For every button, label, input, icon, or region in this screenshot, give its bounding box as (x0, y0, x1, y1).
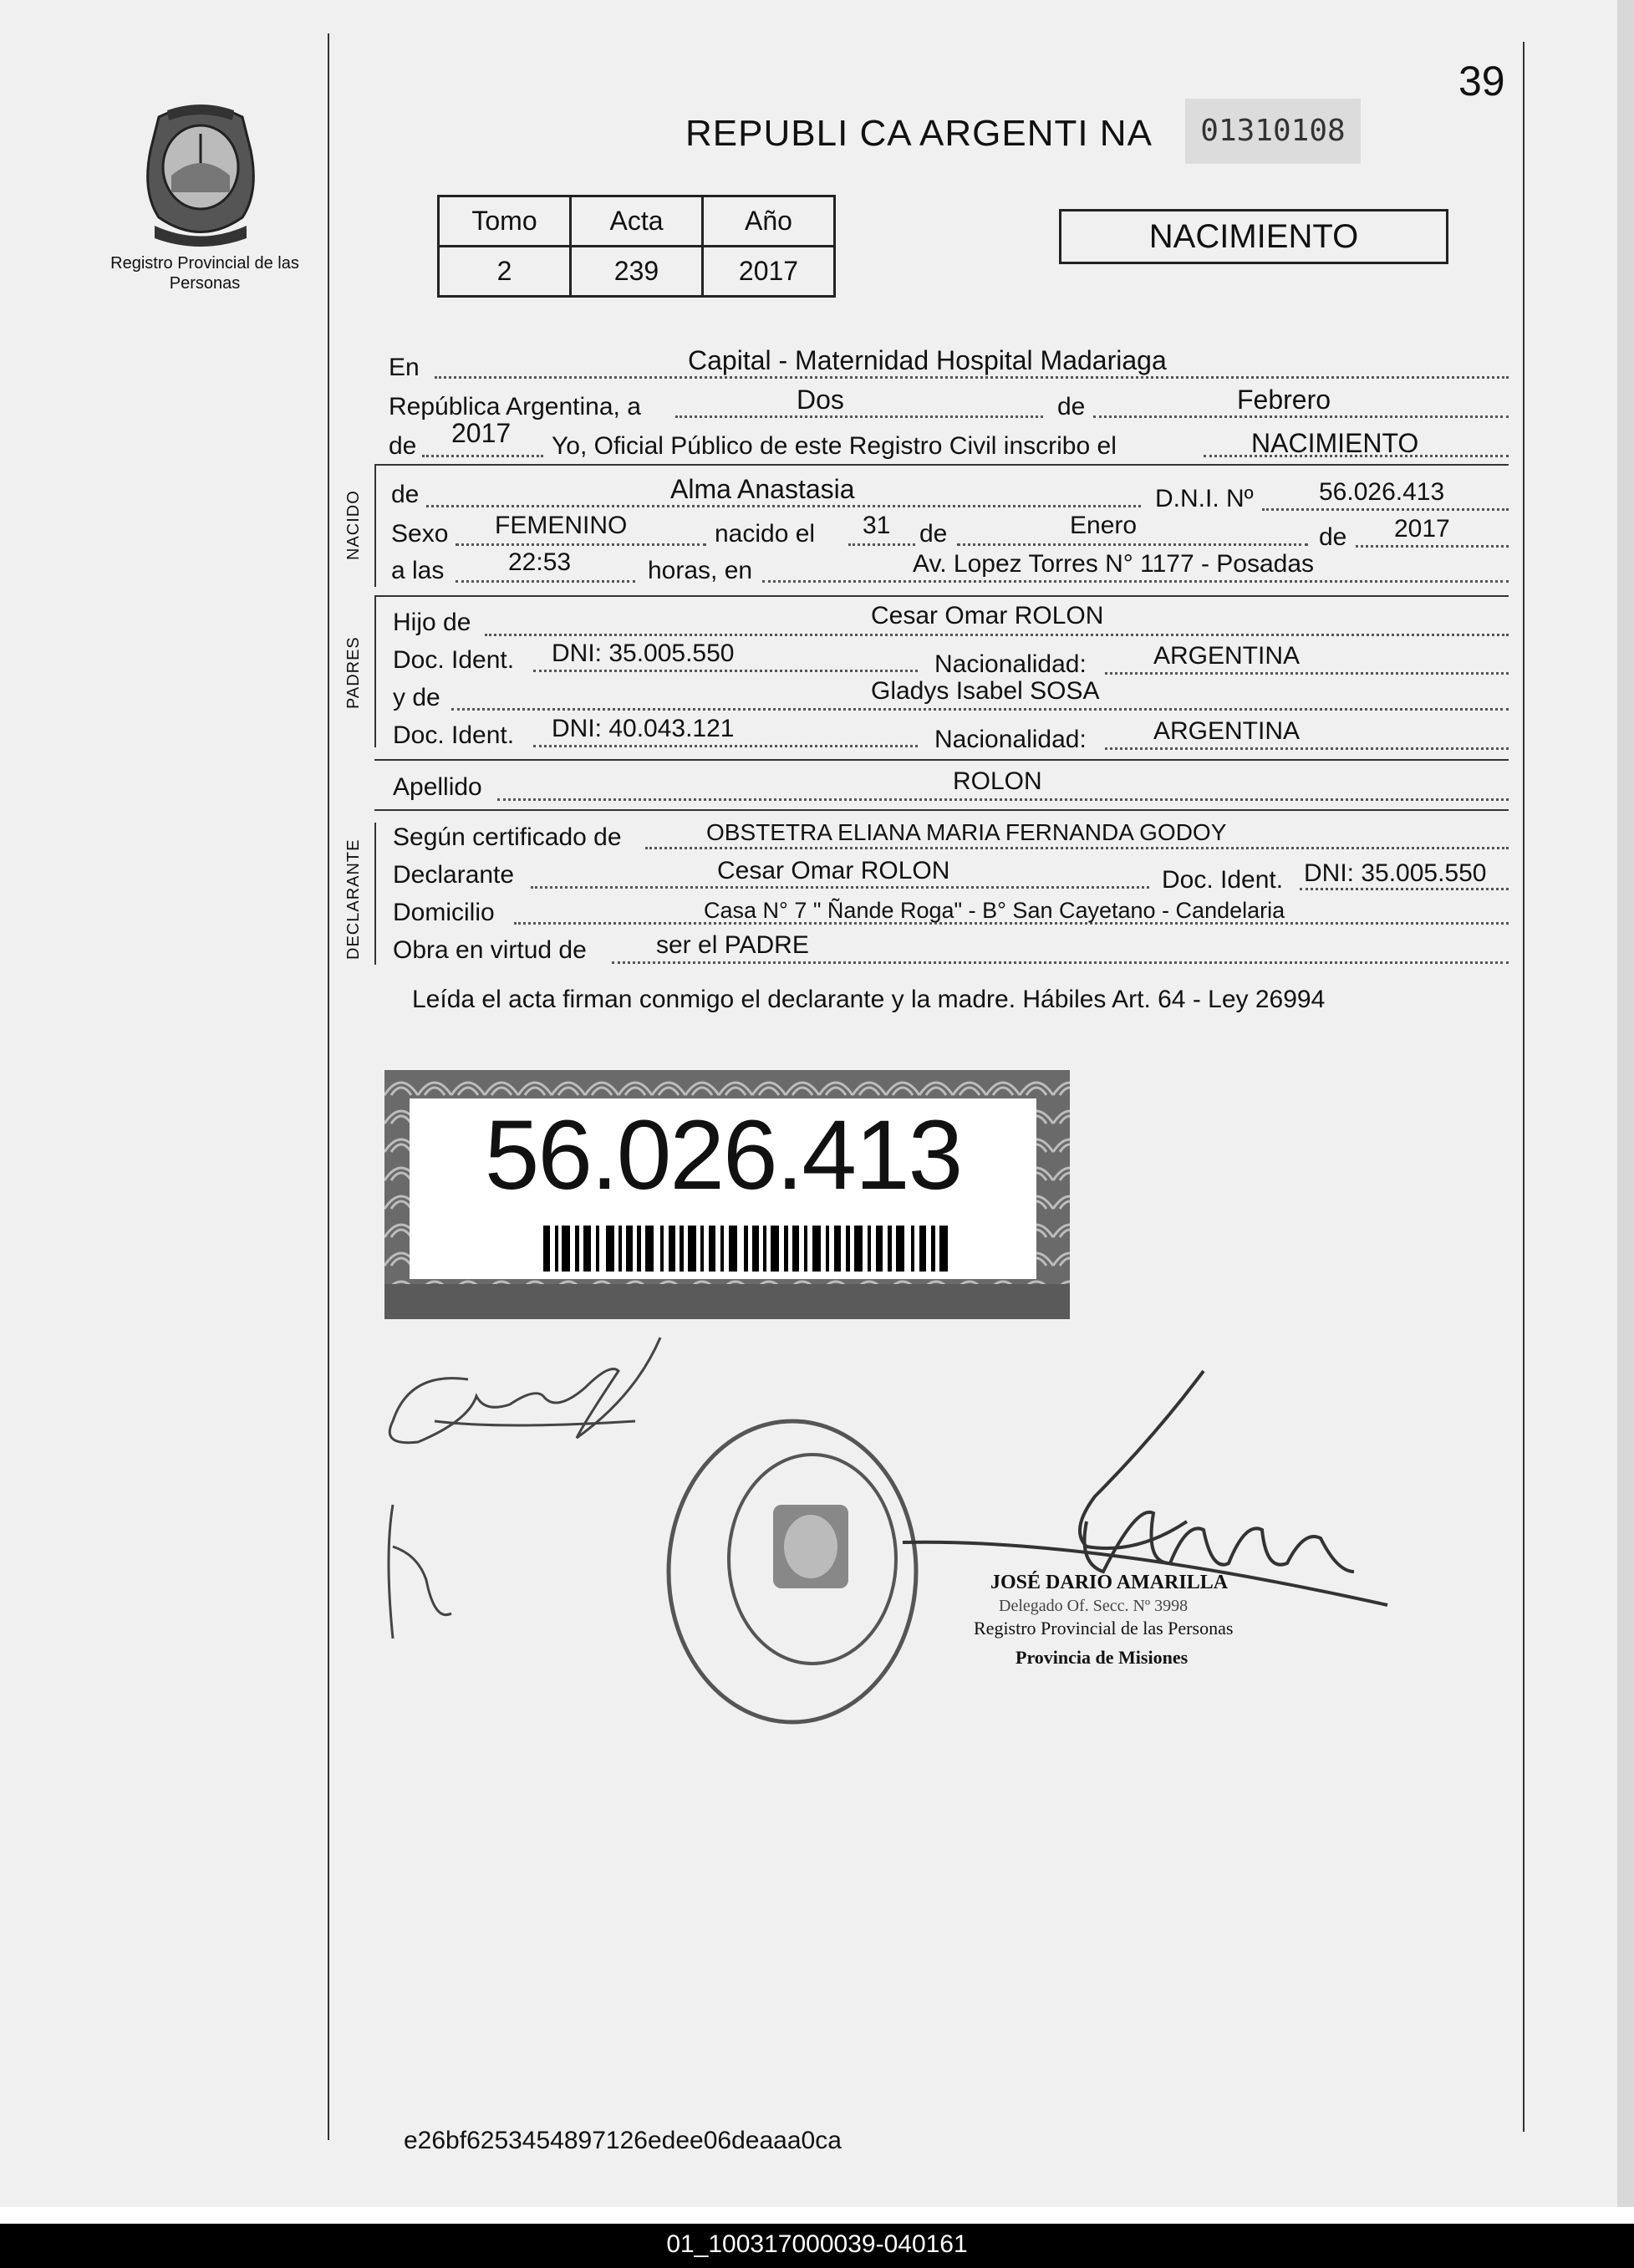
value-nac-mes: Enero (1070, 512, 1138, 539)
record-type-box: NACIMIENTO (1059, 209, 1448, 264)
serial-number: 01310108 (1185, 99, 1361, 164)
value-domicilio: Casa N° 7 " Ñande Roga" - B° San Cayetano - Candelaria (704, 898, 1285, 923)
value-certificado: OBSTETRA ELIANA MARIA FERNANDA GODOY (706, 819, 1227, 845)
label-nacido-el: nacido el (715, 520, 816, 548)
label-de2: de (389, 432, 417, 460)
value-nac-dia: 31 (863, 512, 891, 539)
stamp-official-prov: Provincia de Misiones (1016, 1647, 1189, 1668)
side-label-padres: PADRES (344, 636, 363, 709)
value-padre-nac: ARGENTINA (1153, 642, 1301, 670)
label-doc-ident: Doc. Ident. (393, 646, 515, 674)
label-apellido: Apellido (393, 773, 482, 801)
label-de-nombre: de (391, 481, 420, 508)
table-header: Acta (571, 196, 703, 247)
value-domicilio-nac: Av. Lopez Torres N° 1177 - Posadas (913, 550, 1315, 578)
label-en: En (389, 354, 420, 381)
label-de: de (1057, 393, 1086, 420)
label-y-de: y de (393, 684, 440, 711)
footer-id: 01_100317000039-040161 (666, 2230, 968, 2258)
label-segun-certificado: Según certificado de (393, 823, 622, 851)
label-dni: D.N.I. Nº (1155, 485, 1254, 512)
table-cell: 2 (439, 247, 571, 297)
value-dni: 56.026.413 (1319, 478, 1445, 506)
value-declarante-dni: DNI: 35.005.550 (1304, 859, 1487, 887)
value-mes: Febrero (1237, 385, 1331, 415)
stamp-official-org: Registro Provincial de las Personas (974, 1618, 1234, 1639)
value-apellido: ROLON (953, 767, 1042, 795)
label-doc-ident3: Doc. Ident. (1162, 866, 1284, 894)
label-nacionalidad: Nacionalidad: (934, 650, 1087, 678)
value-virtud: ser el PADRE (656, 931, 809, 959)
dni-number: 56.026.413 (484, 1100, 962, 1210)
value-anio: 2017 (451, 418, 512, 448)
closing-note: Leída el acta firman conmigo el declarante y la madre. Hábiles Art. 64 - Ley 26994 (412, 986, 1326, 1013)
page-number: 39 (1458, 58, 1505, 104)
table-header: Tomo (439, 196, 571, 247)
signature-right (903, 1371, 1387, 1605)
value-dia: Dos (797, 385, 844, 415)
value-madre-nac: ARGENTINA (1153, 717, 1301, 745)
label-de-anio: de (1319, 523, 1347, 551)
label-declarante: Declarante (393, 861, 515, 889)
label-yo-oficial: Yo, Oficial Público de este Registro Civil inscribo el (552, 432, 1117, 460)
label-republica: República Argentina, a (389, 393, 641, 420)
value-hora: 22:53 (508, 548, 572, 576)
label-sexo: Sexo (391, 520, 449, 548)
value-madre: Gladys Isabel SOSA (871, 677, 1100, 705)
signature-left (389, 1338, 660, 1639)
value-sexo: FEMENINO (495, 512, 628, 539)
label-doc-ident2: Doc. Ident. (393, 721, 515, 749)
value-madre-dni: DNI: 40.043.121 (552, 715, 735, 742)
stamp-official-role: Delegado Of. Secc. Nº 3998 (999, 1597, 1189, 1615)
value-padre-dni: DNI: 35.005.550 (552, 640, 735, 667)
label-de-mes: de (919, 520, 948, 548)
org-name: Registro Provincial de las Personas (110, 254, 299, 293)
table-header: Año (703, 196, 835, 247)
side-label-declarante: DECLARANTE (344, 838, 363, 960)
side-label-nacido: NACIDO (344, 490, 363, 560)
label-obra-en-virtud: Obra en virtud de (393, 936, 587, 964)
table-cell: 2017 (703, 247, 835, 297)
value-nac-anio: 2017 (1394, 515, 1450, 543)
label-a-las: a las (391, 557, 445, 584)
page-title: REPUBLI CA ARGENTI NA (685, 113, 1153, 154)
value-lugar: Capital - Maternidad Hospital Madariaga (688, 345, 1167, 375)
label-horas-en: horas, en (648, 557, 753, 584)
document-hash: e26bf6253454897126edee06deaaa0ca (404, 2127, 842, 2154)
value-padre: Cesar Omar ROLON (871, 602, 1104, 629)
value-tipo: NACIMIENTO (1251, 428, 1419, 458)
value-nombre: Alma Anastasia (670, 474, 855, 504)
official-stamp (669, 1421, 916, 1722)
value-declarante: Cesar Omar ROLON (717, 857, 950, 884)
stamp-official-name: JOSÉ DARIO AMARILLA (990, 1572, 1229, 1593)
label-domicilio: Domicilio (393, 899, 495, 926)
table-cell: 239 (571, 247, 703, 297)
label-nacionalidad2: Nacionalidad: (934, 726, 1087, 753)
label-hijo-de: Hijo de (393, 609, 471, 636)
